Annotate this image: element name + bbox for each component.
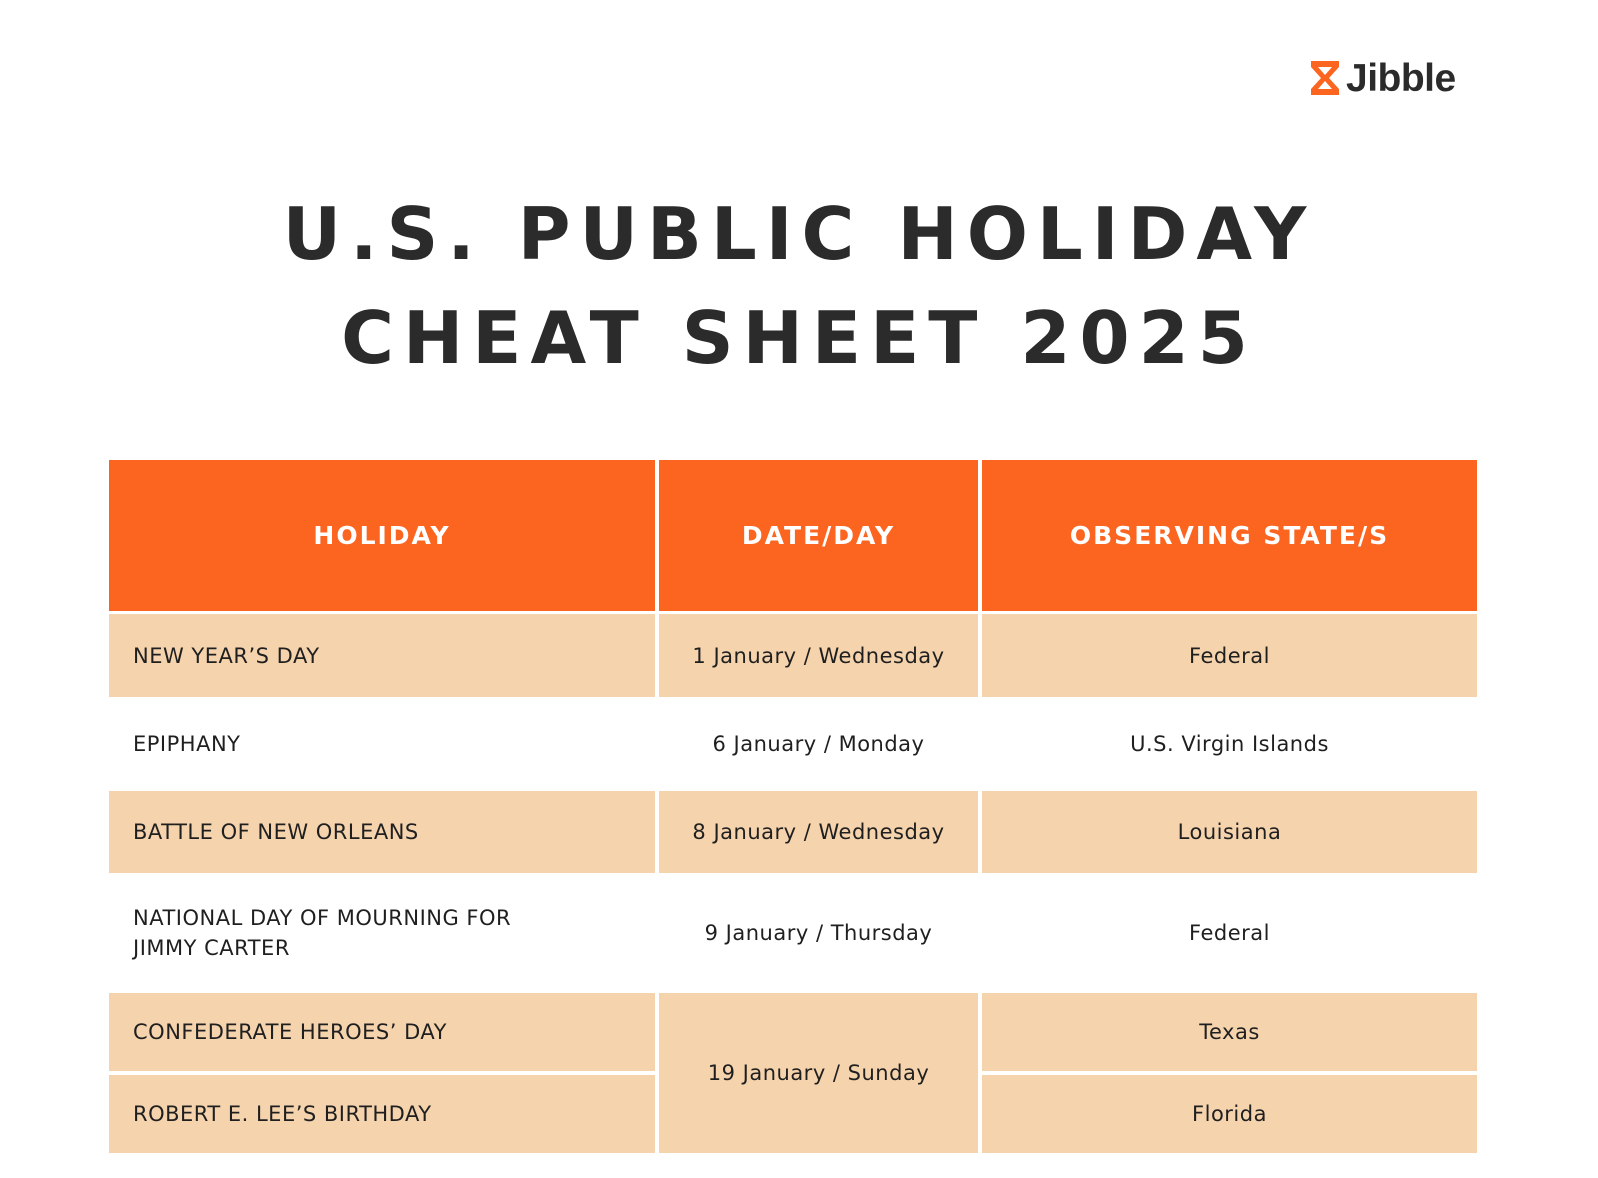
table-row xyxy=(109,614,1477,701)
header-date: DATE/DAY xyxy=(659,460,982,614)
holiday-states: U.S. Virgin Islands xyxy=(982,701,1477,791)
holiday-name: EPIPHANY xyxy=(109,701,659,791)
table-row xyxy=(109,701,1477,791)
holiday-name: ROBERT E. LEE’S BIRTHDAY xyxy=(109,1075,659,1157)
holiday-date: 6 January / Monday xyxy=(659,701,982,791)
jibble-logo xyxy=(1308,58,1456,98)
hourglass-icon xyxy=(1308,58,1342,98)
holiday-name: CONFEDERATE HEROES’ DAY xyxy=(109,993,659,1075)
holiday-date: 8 January / Wednesday xyxy=(659,791,982,877)
table-row xyxy=(109,877,1477,993)
brand-name: Jibble xyxy=(1346,56,1456,100)
holiday-states: Federal xyxy=(982,614,1477,701)
header-holiday: HOLIDAY xyxy=(109,460,659,614)
table-header-row xyxy=(109,460,1477,614)
holiday-name: NEW YEAR’S DAY xyxy=(109,614,659,701)
table-row xyxy=(109,993,1477,1075)
holiday-states: Texas xyxy=(982,993,1477,1075)
holiday-date: 9 January / Thursday xyxy=(659,877,982,993)
holiday-table xyxy=(109,460,1477,1157)
title-line-1: U.S. PUBLIC HOLIDAY xyxy=(282,192,1316,276)
holiday-name: NATIONAL DAY OF MOURNING FOR JIMMY CARTER xyxy=(109,877,659,993)
holiday-date: 19 January / Sunday xyxy=(659,993,982,1157)
holiday-states: Florida xyxy=(982,1075,1477,1157)
page-title xyxy=(0,182,1598,390)
holiday-date: 1 January / Wednesday xyxy=(659,614,982,701)
table-row xyxy=(109,791,1477,877)
holiday-states: Federal xyxy=(982,877,1477,993)
holiday-states: Louisiana xyxy=(982,791,1477,877)
title-line-2: CHEAT SHEET 2025 xyxy=(341,296,1257,380)
holiday-name: BATTLE OF NEW ORLEANS xyxy=(109,791,659,877)
header-states: OBSERVING STATE/S xyxy=(982,460,1477,614)
